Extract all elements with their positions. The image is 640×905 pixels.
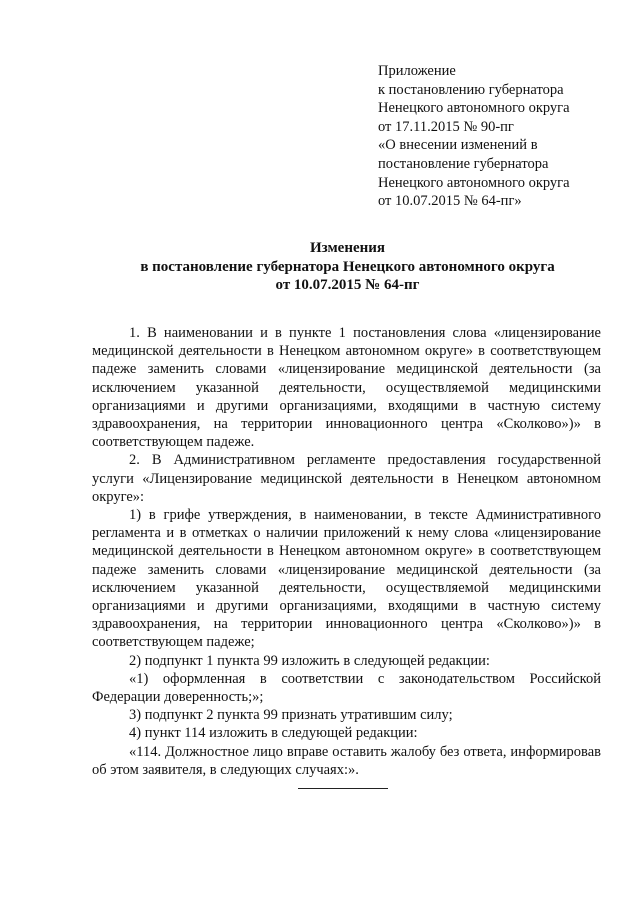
appendix-line: Ненецкого автономного округа [378, 174, 570, 191]
paragraph-item-2: 2. В Административном регламенте предоставления государственной услуги «Лицензирование медицинской деятельности в Ненецком автономном округе»: [92, 452, 601, 505]
paragraph-subitem-1: 1) в грифе утверждения, в наименовании, в тексте Административного регламента и в отметках о наличии приложений к нему слова «лицензирование медицинской деятельности в Ненецком автономном округе» в соответствующем падеже заменить словами «лицензирование медицинской деятельности (за исключением указанной деятельности, осуществляемой медицинскими организациями и другими организациями, входящими в частную систему здравоохранения, на территории инновационного центра «Сколково»)» в соответствующем падеже; [92, 507, 601, 651]
title-line: Изменения [309, 240, 386, 256]
document-body [92, 324, 601, 779]
paragraph-subitem-3: 3) подпункт 2 пункта 99 признать утратившим силу; [129, 707, 453, 724]
appendix-header [378, 62, 618, 211]
appendix-line: от 10.07.2015 № 64-пг» [378, 193, 522, 210]
closing-separator-line [298, 788, 388, 789]
document-title [90, 239, 605, 295]
appendix-line: постановление губернатора [378, 155, 549, 172]
paragraph-subitem-4: 4) пункт 114 изложить в следующей редакции: [129, 725, 418, 742]
appendix-line: к постановлению губернатора [378, 81, 564, 98]
title-line: в постановление губернатора Ненецкого автономного округа [140, 258, 555, 275]
paragraph-subitem-2: 2) подпункт 1 пункта 99 изложить в следующей редакции: [129, 652, 490, 669]
appendix-line: от 17.11.2015 № 90-пг [378, 118, 514, 135]
appendix-line: Ненецкого автономного округа [378, 100, 570, 117]
paragraph-item-1: 1. В наименовании и в пункте 1 постановления слова «лицензирование медицинской деятельности в Ненецком автономном округе» в соответствующем падеже заменить словами «лицензирование медицинской деятельности (за исключением указанной деятельности, осуществляемой медицинскими организациями и другими организациями, входящими в частную систему здравоохранения, на территории инновационного центра «Сколково»)» в соответствующем падеже. [92, 325, 601, 451]
paragraph-quote-1: «1) оформленная в соответствии с законодательством Российской Федерации доверенность;»; [92, 670, 601, 706]
paragraph-quote-2: «114. Должностное лицо вправе оставить жалобу без ответа, информировав об этом заявителя, в следующих случаях:». [92, 743, 601, 778]
title-line: от 10.07.2015 № 64-пг [275, 277, 420, 293]
appendix-line: «О внесении изменений в [378, 137, 538, 154]
appendix-line: Приложение [378, 63, 456, 79]
